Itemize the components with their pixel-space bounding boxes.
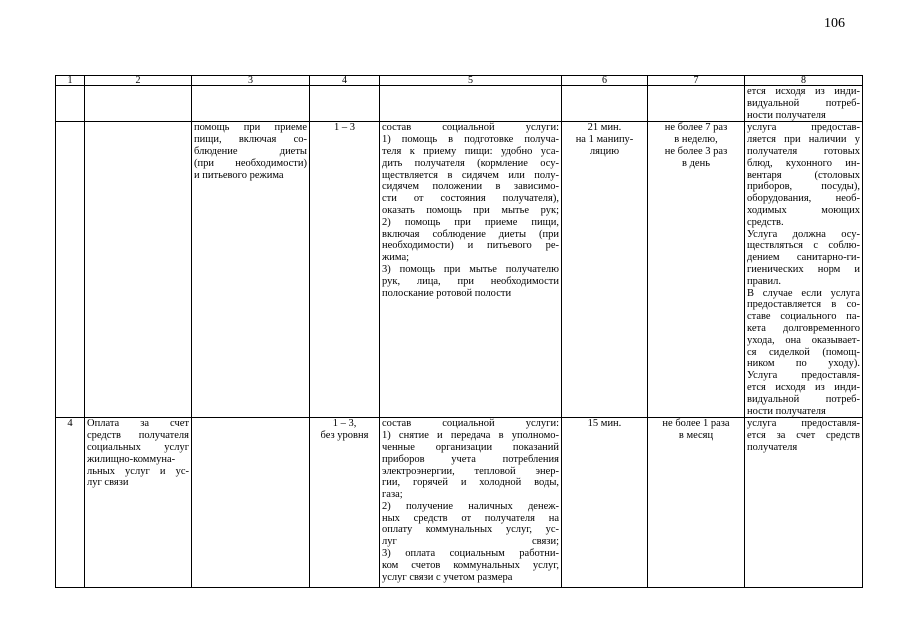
text-line: луг связи; [382,536,559,548]
text-line: ется за счет средств [747,430,860,442]
text-line: правил. [747,275,781,287]
line-list [382,418,559,583]
text-line: теля к приему пищи: удобно уса- [382,145,559,157]
text-line: оплату коммунальных услуг, ус- [382,524,559,536]
text-line: блюд, кухонного ин- [747,157,860,169]
text-line: (при необходимости) [194,157,307,169]
text-line: включая соблюдение диеты (при [382,228,559,240]
text-line: гиенических норм и [747,263,860,275]
text-line: состав социальной услуги: [382,122,559,134]
table-header-row [56,76,863,86]
services-table [55,75,863,588]
conditions-cell [745,122,863,418]
text-line: рук, лица, при необходимости [382,275,559,287]
text-line: ходимых моющих [747,204,860,216]
text-line: средств. [747,216,784,228]
text-line: в неделю, [674,134,718,146]
text-line: кета долговременного [747,322,860,334]
text-line: 3) оплата социальным работни- [382,548,559,560]
text-line: ляется при наличии у [747,134,860,146]
header-cell: 1 [56,76,85,86]
text-line: газа; [382,489,403,501]
text-line: ется исходя из инди- [747,86,860,97]
text-line: социальных услуг [87,441,189,453]
text-line: без уровня [320,430,369,442]
text-line: услуга предостав- [747,122,860,134]
conditions-cell [745,86,863,122]
text-line: ности получателя [747,405,826,417]
page-number: 106 [824,16,845,31]
text-line: в день [682,157,710,169]
text-line: помощь при приеме [194,122,307,134]
text-line: не более 3 раз [664,145,728,157]
text-line: 1) помощь в подготовке получа- [382,134,559,146]
text-line: Оплата за счет [87,418,189,430]
line-list [194,122,307,181]
text-line: 1) снятие и передача в уполномо- [382,430,559,442]
text-line: приборов, посуды), [747,181,860,193]
text-line: не более 7 раз [664,122,728,134]
text-line: видуальной потреб- [747,97,860,109]
text-line: блюдение диеты [194,145,307,157]
text-line: ществляется в сидячем или полу- [382,169,559,181]
text-line: ухода, она оказывает- [747,334,860,346]
service-name-cell [85,418,192,588]
text-line: 2) получение наличных денеж- [382,500,559,512]
text-line: предоставляется в со- [747,299,860,311]
text-line: ных средств от получателя на [382,512,559,524]
duration-cell [562,122,648,418]
number-cell: 4 [56,418,85,588]
header-cell: 5 [380,76,562,86]
text-line: сти от состояния получателя), [382,193,559,205]
conditions-cell [745,418,863,588]
text-line: дением санитарно-ги- [747,252,860,264]
header-cell: 3 [192,76,310,86]
text-line: ченные организации показаний [382,441,559,453]
text-line: 21 мин. [587,122,622,134]
text-line: ком счетов коммунальных услуг, [382,559,559,571]
frequency-cell [648,418,745,588]
text-line: оказать помощь при мытье рук; [382,204,559,216]
text-line: жима; [382,252,410,264]
service-subtype-cell [192,418,310,588]
text-line: не более 1 раза [662,418,730,430]
service-subtype-cell [192,122,310,418]
text-line: приборов учета потребления [382,453,559,465]
text-line: Услуга должна осу- [747,228,860,240]
line-list [382,122,559,299]
line-list [650,122,742,169]
table-row-utility-payment [56,418,863,588]
line-list [747,122,860,417]
line-list [747,86,860,121]
text-line: 1 – 3, [332,418,357,430]
line-list [564,122,645,157]
text-line: средств получателя [87,430,189,442]
header-cell: 7 [648,76,745,86]
text-line: услуга предоставля- [747,418,860,430]
frequency-cell [648,122,745,418]
composition-cell [380,122,562,418]
table-row-continuation [56,86,863,122]
text-line: сидячем положении в зависимо- [382,181,559,193]
line-list [87,418,189,489]
text-line: В случае если услуга [747,287,860,299]
text-line: ставе социального па- [747,311,860,323]
text-line: получателя [747,441,798,453]
text-line: оборудования, необ- [747,193,860,205]
level-cell [310,418,380,588]
text-line: ником по уходу). [747,358,860,370]
text-line: состав социальной услуги: [382,418,559,430]
text-line: ности получателя [747,109,826,121]
number-cell [56,122,85,418]
line-list [312,418,377,442]
text-line: электроэнергии, тепловой энер- [382,465,559,477]
text-line: полоскание ротовой полости [382,287,512,299]
header-cell: 6 [562,76,648,86]
text-line: и питьевого режима [194,169,284,181]
composition-cell [380,418,562,588]
text-line: льных услуг и ус- [87,465,189,477]
duration-cell: 15 мин. [562,418,648,588]
text-line: дить получателя (кормление осу- [382,157,559,169]
text-line: луг связи [87,477,129,489]
text-line: ся сиделкой (помощ- [747,346,860,358]
text-line: получателя готовых [747,145,860,157]
text-line: гии, горячей и холодной воды, [382,477,559,489]
text-line: ществляться с соблю- [747,240,860,252]
text-line: ляцию [589,145,620,157]
table-row-meal-help [56,122,863,418]
text-line: жилищно-коммуна- [87,453,176,465]
text-line: вентаря (столовых [747,169,860,181]
line-list [747,418,860,453]
text-line: пищи, включая со- [194,134,307,146]
text-line: 2) помощь при приеме пищи, [382,216,559,228]
text-line: на 1 манипу- [575,134,634,146]
level-cell: 1 – 3 [310,122,380,418]
text-line: видуальной потреб- [747,393,860,405]
header-cell: 8 [745,76,863,86]
text-line: ется исходя из инди- [747,381,860,393]
text-line: 3) помощь при мытье получателю [382,263,559,275]
header-cell: 4 [310,76,380,86]
text-line: Услуга предоставля- [747,370,860,382]
text-line: необходимости) и питьевого ре- [382,240,559,252]
service-name-cell [85,122,192,418]
header-cell: 2 [85,76,192,86]
text-line: услуг связи с учетом размера [382,571,513,583]
text-line: в месяц [678,430,714,442]
line-list [650,418,742,442]
